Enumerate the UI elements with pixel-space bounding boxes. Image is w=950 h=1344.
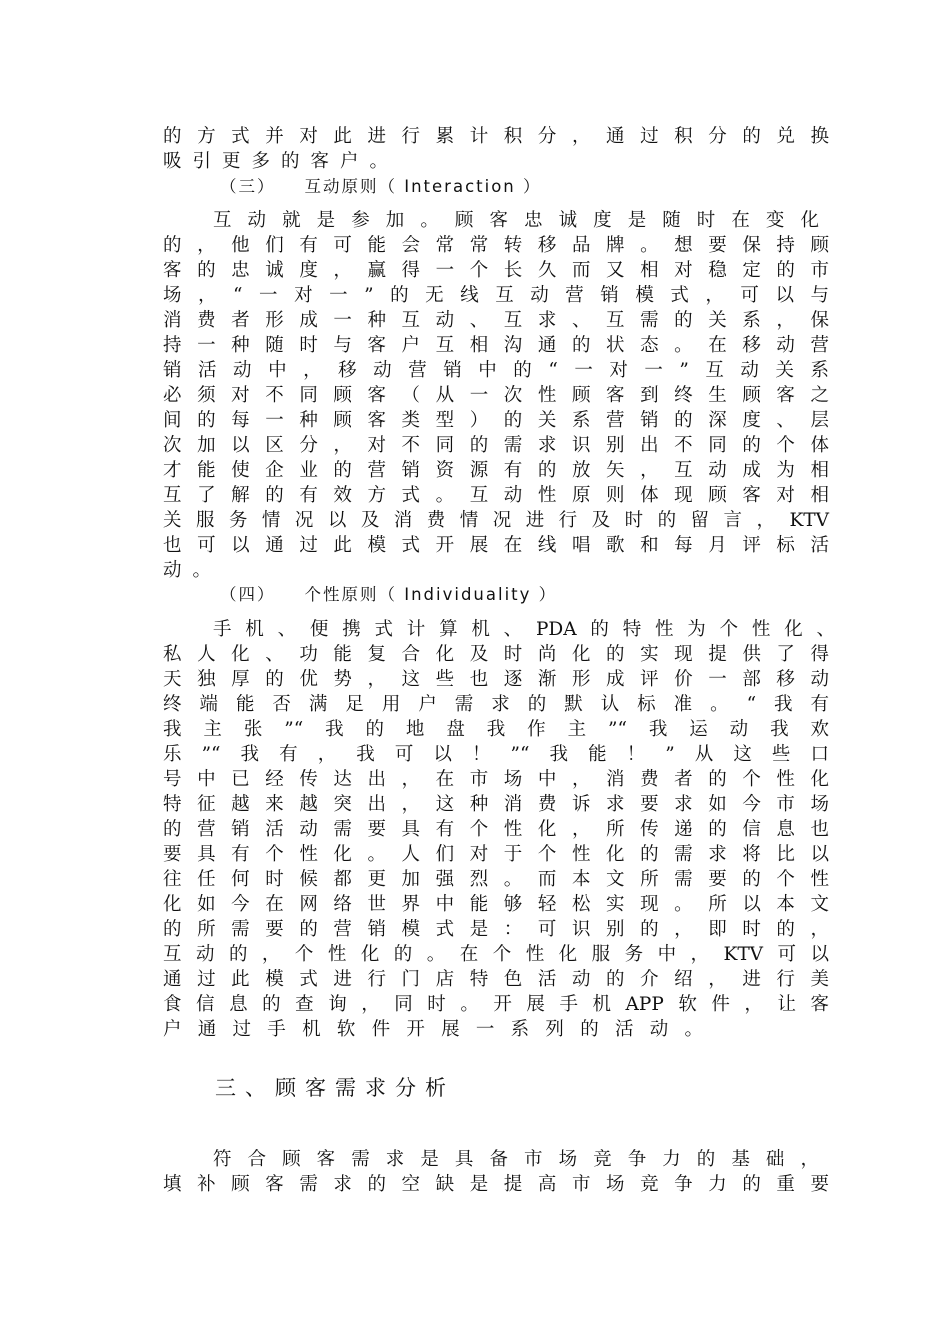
subheading-interaction: （三） 互动原则（ Interaction ） [220, 177, 542, 196]
paragraph-line: 化如今在网络世界中能够轻松实现。所以本文 [163, 894, 829, 915]
paragraph-line: 次加以区分，对不同的需求识别出不同的个体 [163, 435, 829, 456]
paragraph-line: 必须对不同顾客（从一次性顾客到终生顾客之 [163, 385, 829, 406]
paragraph-line: 要具有个性化。人们对于个性化的需求将比以 [163, 844, 829, 865]
paragraph-line: 乐”“我有，我可以！”“我能！”从这些口 [163, 744, 829, 765]
paragraph-line: 特征越来越突出，这种消费诉求要求如今市场 [163, 794, 829, 815]
paragraph-line: 场，“一对一”的无线互动营销模式，可以与 [163, 285, 829, 306]
section-heading: 三、顾客需求分析 [215, 1076, 455, 1100]
paragraph-line: 的，他们有可能会常常转移品牌。想要保持顾 [163, 235, 829, 256]
paragraph-line: 关服务情况以及消费情况进行及时的留言，KTV [163, 510, 829, 531]
paragraph-line: 吸引更多的客户。 [163, 151, 400, 172]
paragraph-line: 的所需要的营销模式是：可识别的，即时的， [163, 919, 829, 940]
paragraph-line: 的方式并对此进行累计积分，通过积分的兑换 [163, 126, 829, 147]
paragraph-line: 食信息的查询，同时。开展手机APP软件，让客 [163, 994, 829, 1015]
paragraph-line: 客的忠诚度，赢得一个长久而又相对稳定的市 [163, 260, 829, 281]
paragraph-line: 间的每一种顾客类型）的关系营销的深度、层 [163, 410, 829, 431]
paragraph-line: 天独厚的优势，这些也逐渐形成评价一部移动 [163, 669, 829, 690]
paragraph-line: 的营销活动需要具有个性化，所传递的信息也 [163, 819, 829, 840]
paragraph-line: 私人化、功能复合化及时尚化的实现提供了得 [163, 644, 829, 665]
paragraph-line: 才能使企业的营销资源有的放矢，互动成为相 [163, 460, 829, 481]
paragraph-line: 销活动中，移动营销中的“一对一”互动关系 [163, 360, 829, 381]
paragraph-line: 消费者形成一种互动、互求、互需的关系，保 [163, 310, 829, 331]
paragraph-line: 号中已经传达出，在市场中，消费者的个性化 [163, 769, 829, 790]
paragraph-line: 手机、便携式计算机、PDA的特性为个性化、 [213, 619, 835, 640]
paragraph-line: 也可以通过此模式开展在线唱歌和每月评标活 [163, 535, 829, 556]
paragraph-line: 往任何时候都更加强烈。而本文所需要的个性 [163, 869, 829, 890]
paragraph-line: 互了解的有效方式。互动性原则体现顾客对相 [163, 485, 829, 506]
paragraph-line: 持一种随时与客户互相沟通的状态。在移动营 [163, 335, 829, 356]
paragraph-line: 终端能否满足用户需求的默认标准。“我有 [163, 694, 829, 715]
paragraph-line: 填补顾客需求的空缺是提高市场竞争力的重要 [163, 1174, 829, 1195]
paragraph-line: 互动的，个性化的。在个性化服务中，KTV可以 [163, 944, 829, 965]
paragraph-line: 户通过手机软件开展一系列的活动。 [163, 1019, 703, 1040]
paragraph-line: 我主张”“我的地盘我作主”“我运动我欢 [163, 719, 829, 740]
paragraph-line: 通过此模式进行门店特色活动的介绍，进行美 [163, 969, 829, 990]
paragraph-line: 符合顾客需求是具备市场竞争力的基础， [213, 1149, 819, 1170]
paragraph-line: 互动就是参加。顾客忠诚度是随时在变化 [213, 210, 819, 231]
paragraph-line: 动。 [163, 560, 223, 581]
subheading-individuality: （四） 个性原则（ Individuality ） [220, 585, 558, 604]
